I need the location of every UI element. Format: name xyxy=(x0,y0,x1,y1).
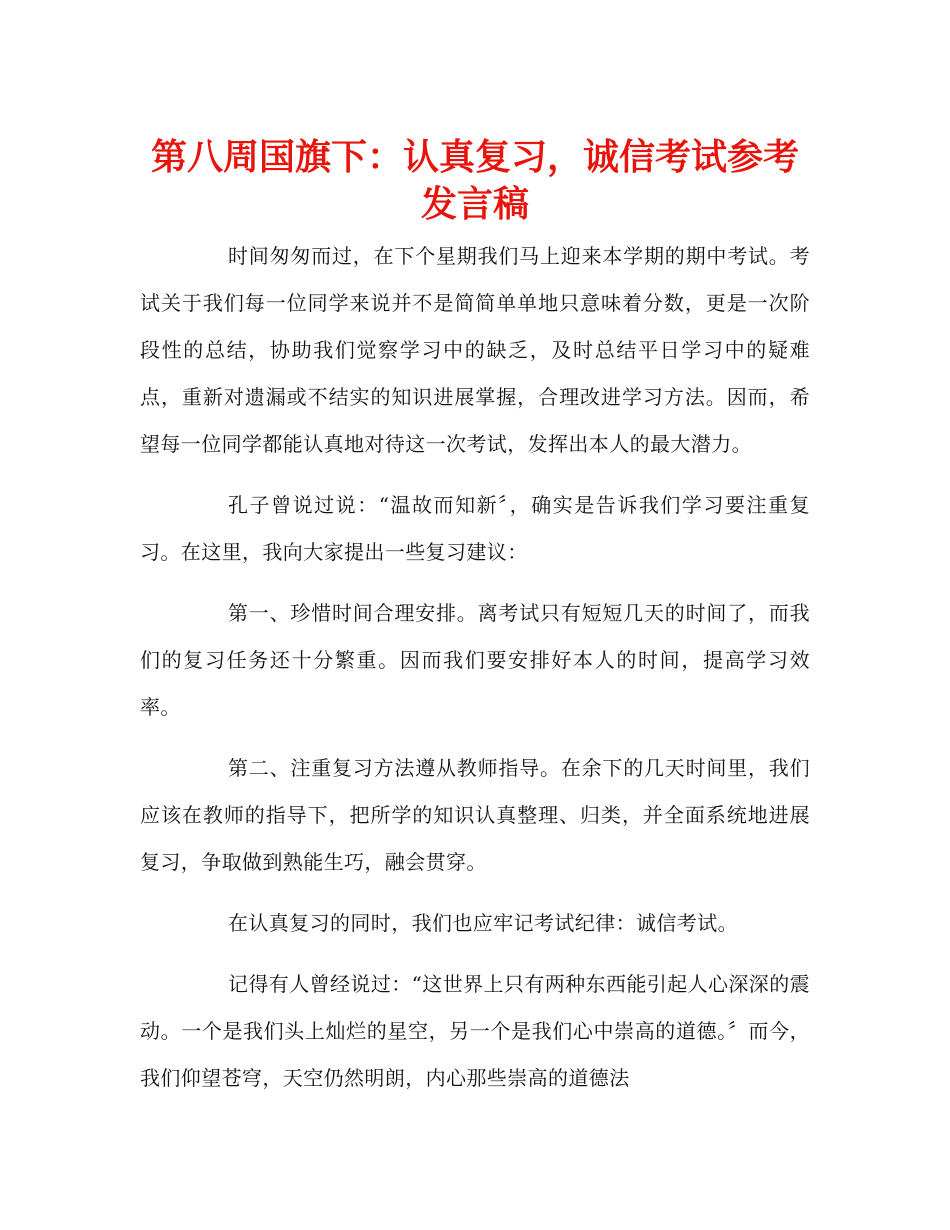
paragraph-suggestion-one: 第一、珍惜时间合理安排。离考试只有短短几天的时间了，而我们的复习任务还十分繁重。因而我们要安排好本人的时间，提高学习效率。 xyxy=(140,601,810,719)
paragraph-confucius-quote: 孔子曾说过说：“温故而知新〞，确实是告诉我们学习要注重复习。在这里，我向大家提出一些复习建议： xyxy=(140,493,810,564)
document-body xyxy=(140,233,810,1116)
paragraph-suggestion-two: 第二、注重复习方法遵从教师指导。在余下的几天时间里，我们应该在教师的指导下，把所学的知识认真整理、归类，并全面系统地进展复习，争取做到熟能生巧，融会贯穿。 xyxy=(140,756,810,874)
paragraph-intro: 时间匆匆而过，在下个星期我们马上迎来本学期的期中考试。考试关于我们每一位同学来说并不是简简单单地只意味着分数，更是一次阶段性的总结，协助我们觉察学习中的缺乏，及时总结平日学习中的疑难点，重新对遗漏或不结实的知识进展掌握，合理改进学习方法。因而，希望每一位同学都能认真地对待这一次考试，发挥出本人的最大潜力。 xyxy=(140,244,810,456)
paragraph-exam-discipline: 在认真复习的同时，我们也应牢记考试纪律：诚信考试。 xyxy=(228,911,738,935)
document-title: 第八周国旗下：认真复习，诚信考试参考发言稿 xyxy=(150,137,799,225)
paragraph-moral-quote: 记得有人曾经说过：“这世界上只有两种东西能引起人心深深的震动。一个是我们头上灿烂的星空，另一个是我们心中崇高的道德。〞而今，我们仰望苍穹，天空仍然明朗，内心那些崇高的道德法 xyxy=(140,972,810,1090)
